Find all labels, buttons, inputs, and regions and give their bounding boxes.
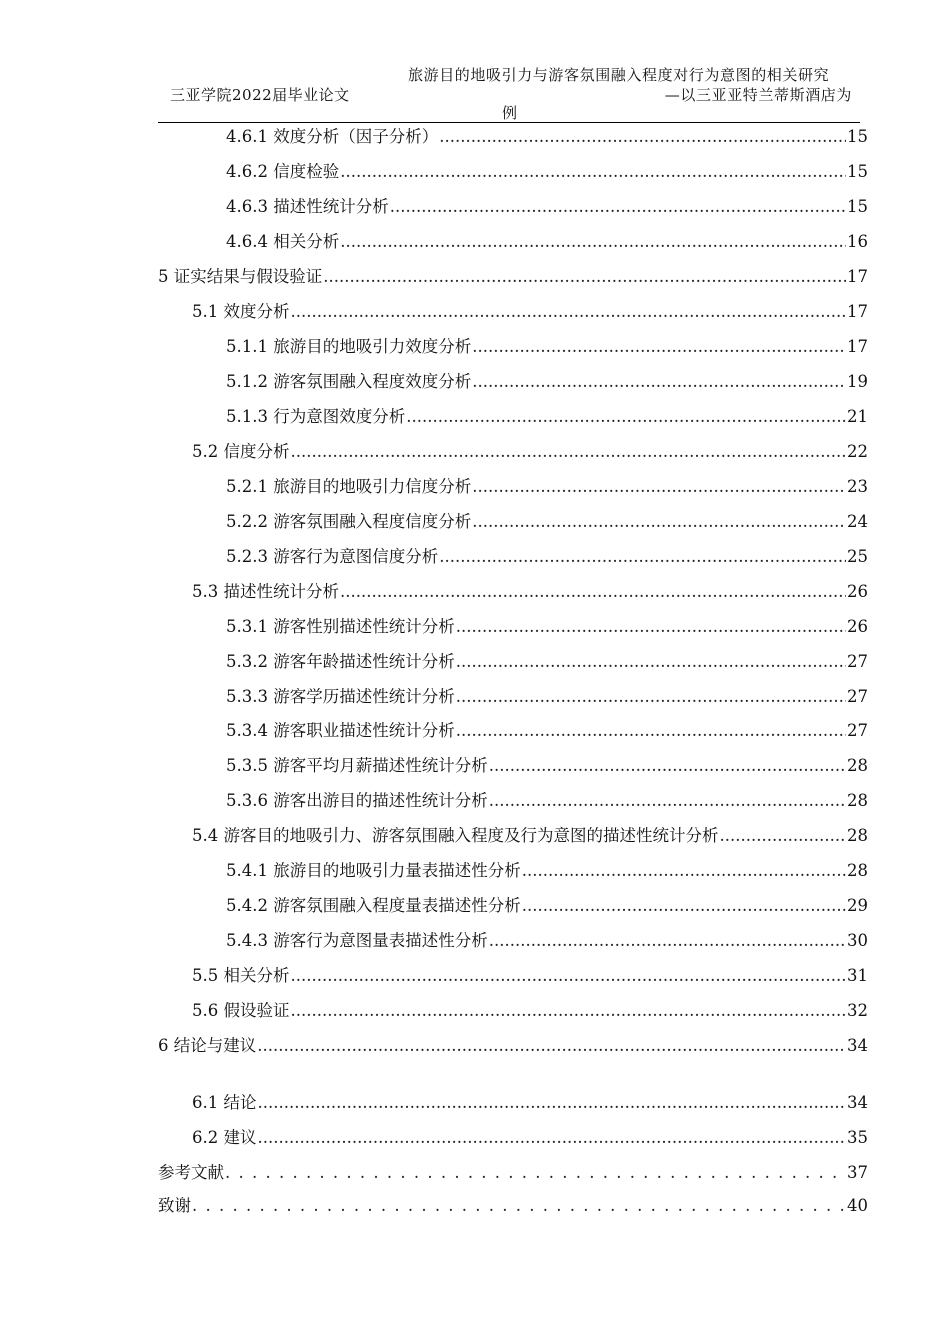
toc-leader [489,790,846,812]
toc-entry-label: 4.6.4 相关分析 [226,232,340,251]
toc-entry-label: 5 证实结果与假设验证 [158,267,323,286]
toc-entry-page: 15 [847,127,868,146]
toc-entry[interactable] [158,1193,868,1217]
toc-entry-label: 5.4.1 旅游目的地吸引力量表描述性分析 [226,861,521,880]
toc-entry[interactable] [226,893,868,917]
toc-leader [720,825,847,847]
toc-entry-page: 28 [847,861,868,880]
toc-entry-label: 5.1 效度分析 [192,302,290,321]
toc-entry[interactable] [192,1090,868,1114]
toc-entry-label: 6.2 建议 [192,1128,257,1147]
toc-leader [192,1195,846,1217]
toc-entry-label: 5.3.3 游客学历描述性统计分析 [226,687,455,706]
toc-entry-page: 30 [847,931,868,950]
toc-entry[interactable] [226,649,868,673]
toc-entry-label: 5.3.2 游客年龄描述性统计分析 [226,652,455,671]
toc-entry-page: 26 [847,617,868,636]
toc-leader [456,686,846,708]
toc-entry-page: 28 [847,756,868,775]
toc-leader [258,1092,847,1114]
toc-entry-page: 37 [847,1163,868,1182]
toc-entry-page: 29 [847,896,868,915]
toc-entry-label: 5.4 游客目的地吸引力、游客氛围融入程度及行为意图的描述性统计分析 [192,826,719,845]
toc-entry[interactable] [192,963,868,987]
toc-entry-page: 35 [847,1128,868,1147]
toc-entry-label: 5.1.1 旅游目的地吸引力效度分析 [226,337,472,356]
toc-entry-label: 5.1.2 游客氛围融入程度效度分析 [226,372,472,391]
toc-entry-page: 28 [847,826,868,845]
toc-leader [439,546,846,568]
toc-leader [390,196,846,218]
toc-entry[interactable] [226,858,868,882]
toc-entry-page: 17 [847,337,868,356]
toc-leader [291,441,847,463]
toc-entry-page: 34 [847,1036,868,1055]
toc-entry-page: 16 [847,232,868,251]
toc-leader [291,965,847,987]
toc-entry-page: 21 [847,407,868,426]
toc-entry[interactable] [226,614,868,638]
toc-leader [406,406,846,428]
toc-entry[interactable] [226,474,868,498]
toc-entry-page: 40 [847,1196,868,1215]
toc-leader [472,476,846,498]
toc-leader [323,266,846,288]
toc-leader [340,231,846,253]
toc-entry-label: 5.3.5 游客平均月薪描述性统计分析 [226,756,488,775]
toc-entry-page: 15 [847,162,868,181]
toc-entry-page: 27 [847,721,868,740]
toc-leader [522,860,846,882]
toc-entry-label: 4.6.2 信度检验 [226,162,340,181]
toc-leader [291,1000,847,1022]
toc-leader [291,301,847,323]
toc-leader [257,1035,846,1057]
toc-entry-label: 致谢 [158,1196,191,1215]
toc-entry[interactable] [226,544,868,568]
toc-entry[interactable] [226,229,868,253]
toc-leader [456,616,846,638]
toc-leader [456,720,846,742]
toc-leader [472,371,846,393]
toc-leader [258,1127,847,1149]
toc-entry-page: 28 [847,791,868,810]
toc-entry[interactable] [226,753,868,777]
toc-entry[interactable] [226,369,868,393]
toc-entry-page: 23 [847,477,868,496]
toc-entry-label: 参考文献 [158,1163,224,1182]
toc-entry-page: 22 [847,442,868,461]
toc-entry-page: 27 [847,687,868,706]
toc-entry-label: 5.1.3 行为意图效度分析 [226,407,406,426]
header-thesis-subtitle-end: 例 [502,104,518,122]
toc-leader [489,755,846,777]
toc-entry-page: 24 [847,512,868,531]
toc-leader [489,930,846,952]
toc-entry[interactable] [226,684,868,708]
toc-entry-label: 5.2.2 游客氛围融入程度信度分析 [226,512,472,531]
toc-leader [340,161,846,183]
toc-entry-page: 17 [847,267,868,286]
toc-entry[interactable] [192,579,868,603]
toc-entry[interactable] [226,928,868,952]
toc-entry-label: 5.3 描述性统计分析 [192,582,339,601]
header-rule [158,122,860,123]
toc-entry-page: 34 [847,1093,868,1112]
toc-entry-page: 17 [847,302,868,321]
header-thesis-subtitle: —以三亚亚特兰蒂斯酒店为 [664,86,852,104]
toc-leader [456,651,846,673]
toc-entry[interactable] [158,1160,868,1184]
toc-leader [472,511,846,533]
toc-entry-label: 6.1 结论 [192,1093,257,1112]
toc-entry[interactable] [192,299,868,323]
toc-entry[interactable] [226,334,868,358]
toc-entry[interactable] [226,788,868,812]
toc-entry-label: 5.4.2 游客氛围融入程度量表描述性分析 [226,896,521,915]
toc-leader [225,1162,846,1184]
toc-entry-page: 31 [847,966,868,985]
toc-entry-label: 5.3.1 游客性别描述性统计分析 [226,617,455,636]
toc-leader [522,895,846,917]
toc-leader [340,581,846,603]
toc-entry-label: 5.2 信度分析 [192,442,290,461]
header-school-thesis: 三亚学院2022届毕业论文 [170,86,350,104]
toc-entry[interactable] [192,1125,868,1149]
toc-entry-label: 5.2.1 旅游目的地吸引力信度分析 [226,477,472,496]
header-thesis-title: 旅游目的地吸引力与游客氛围融入程度对行为意图的相关研究 [408,66,830,84]
toc-entry[interactable] [192,439,868,463]
toc-entry-page: 26 [847,582,868,601]
toc-entry-label: 5.3.4 游客职业描述性统计分析 [226,721,455,740]
toc-entry[interactable] [226,718,868,742]
toc-entry-page: 19 [847,372,868,391]
toc-entry[interactable] [158,1033,868,1057]
toc-entry-label: 5.6 假设验证 [192,1001,290,1020]
toc-entry[interactable] [226,124,868,148]
toc-entry-label: 5.5 相关分析 [192,966,290,985]
toc-entry-label: 5.3.6 游客出游目的描述性统计分析 [226,791,488,810]
toc-entry-page: 27 [847,652,868,671]
toc-entry[interactable] [226,404,868,428]
toc-entry[interactable] [226,194,868,218]
toc-entry[interactable] [158,264,868,288]
toc-entry-page: 25 [847,547,868,566]
toc-entry[interactable] [226,509,868,533]
toc-entry-page: 15 [847,197,868,216]
toc-entry-label: 6 结论与建议 [158,1036,257,1055]
toc-entry-label: 5.4.3 游客行为意图量表描述性分析 [226,931,488,950]
toc-leader [472,336,846,358]
toc-entry-label: 5.2.3 游客行为意图信度分析 [226,547,439,566]
toc-leader [439,126,846,148]
toc-entry-page: 32 [847,1001,868,1020]
toc-entry[interactable] [226,159,868,183]
toc-entry-label: 4.6.1 效度分析（因子分析） [226,127,439,146]
toc-entry-label: 4.6.3 描述性统计分析 [226,197,389,216]
toc-entry[interactable] [192,998,868,1022]
toc-entry[interactable] [192,823,868,847]
